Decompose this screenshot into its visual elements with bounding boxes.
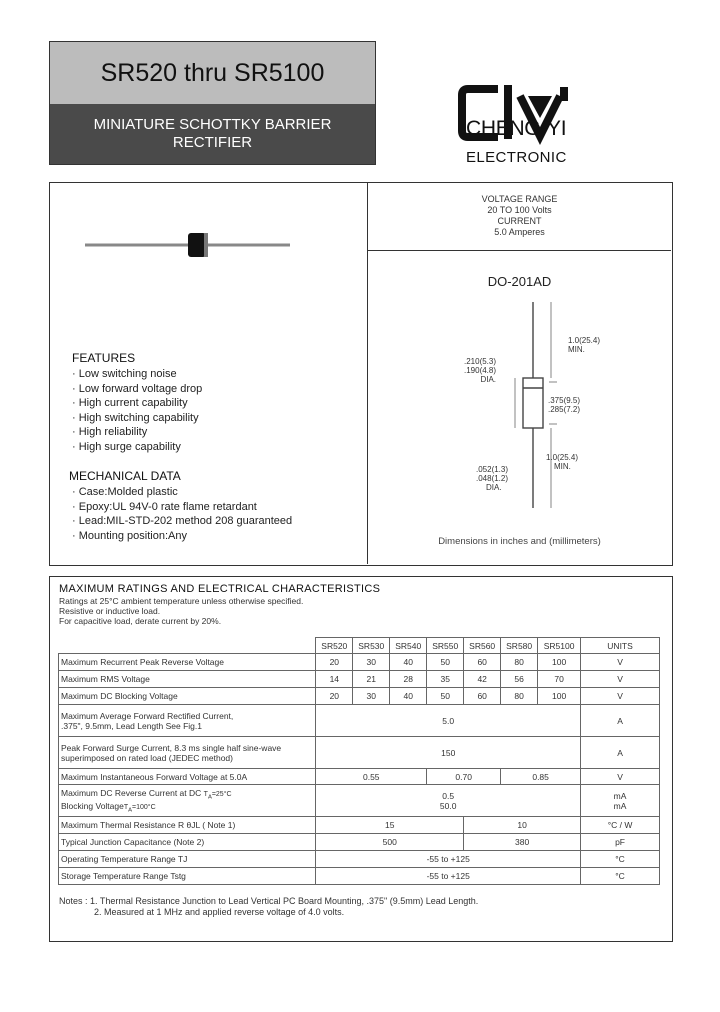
mechanical-item: · Mounting position:Any [72,529,292,544]
row-desc: Typical Junction Capacitance (Note 2) [59,834,316,851]
cell-unit: V [581,769,660,785]
mechanical-item: · Lead:MIL-STD-202 method 208 guaranteed [72,514,292,529]
cell-value: 60 [464,654,501,671]
table-header-row [59,638,660,654]
cell-unit: A [581,737,660,769]
logo-subtitle: ELECTRONIC [466,149,567,166]
dim-body-diameter [464,357,496,384]
table-corner [59,638,316,654]
voltage-current-range [368,194,671,238]
dim-lead-dia-1: .052(1.3) [476,465,509,474]
voltage-range-value: 20 TO 100 Volts [487,205,552,215]
table-row [59,737,660,769]
row-desc: Storage Temperature Range Tstg [59,868,316,885]
cell-value: 80 [501,688,538,705]
table-row [59,868,660,885]
cell-value: 10 [464,817,581,834]
cell-value: 14 [316,671,353,688]
cell-value: 50 [427,654,464,671]
column-header: UNITS [581,638,660,654]
cell-value: 380 [464,834,581,851]
mechanical-heading: MECHANICAL DATA [69,469,181,483]
dim-lead-top-1: 1.0(25.4) [568,336,601,345]
dim-lead-diameter [476,465,508,492]
cell-value: 20 [316,688,353,705]
table-row [59,654,660,671]
cell-value-line: 0.5 [442,790,455,801]
temp-symbol: T [123,803,129,811]
temp-subscript: A [207,794,212,801]
cell-unit: V [581,671,660,688]
dim-lead-length-top [568,336,600,354]
current-label: CURRENT [497,216,542,226]
feature-item: · Low switching noise [72,367,202,382]
feature-item: · High reliability [72,425,202,440]
cell-value: 42 [464,671,501,688]
note-line-2: 2. Measured at 1 MHz and applied reverse voltage of 4.0 volts. [94,907,345,917]
vertical-divider [367,183,368,564]
cell-value: 500 [316,834,464,851]
column-header: SR530 [353,638,390,654]
cell-value: 0.55 [316,769,427,785]
cell-unit: °C [581,868,660,885]
cell-value: 0.85 [501,769,581,785]
cell-unit: °C [581,851,660,868]
table-row [59,851,660,868]
ratings-note-2: Resistive or inductive load. [59,606,161,616]
cell-unit: A [581,705,660,737]
cell-unit: pF [581,834,660,851]
logo-name: CHENG-YI [466,117,567,140]
feature-item: · High surge capability [72,440,202,455]
dim-lead-dia-2: .048(1.2) [476,474,509,483]
feature-item: · Low forward voltage drop [72,382,202,397]
row-desc [59,785,316,817]
row-desc-line: .375", 9.5mm, Lead Length See Fig.1 [61,720,202,731]
cell-value: 40 [390,688,427,705]
cell-value: 35 [427,671,464,688]
temp-condition [203,791,232,801]
cell-unit: V [581,654,660,671]
row-desc-line: Peak Forward Surge Current, 8.3 ms single half sine-wave [61,742,282,753]
dim-lead-bot-2: MIN. [554,462,571,471]
cell-unit [581,785,660,817]
cell-unit: V [581,688,660,705]
feature-item: · High current capability [72,396,202,411]
title-box [49,41,376,165]
part-subtitle [50,104,375,164]
subtitle-line-2: RECTIFIER [172,134,253,151]
row-desc [59,705,316,737]
dim-lead-length-bottom [546,453,578,471]
ratings-note-3: For capacitive load, derate current by 20%. [59,616,222,626]
column-header: SR5100 [538,638,581,654]
features-heading: FEATURES [72,351,136,365]
dim-body-dia-3: DIA. [480,375,497,384]
mechanical-item: · Epoxy:UL 94V-0 rate flame retardant [72,500,292,515]
column-header: SR520 [316,638,353,654]
part-title: SR520 thru SR5100 [50,42,375,104]
feature-item: · High switching capability [72,411,202,426]
row-desc: Maximum Recurrent Peak Reverse Voltage [59,654,316,671]
cell-value: 0.70 [427,769,501,785]
dimensions-note: Dimensions in inches and (millimeters) [438,536,601,547]
cell-value: 50 [427,688,464,705]
cell-value: 20 [316,654,353,671]
features-list [72,367,202,455]
temp-subscript: A [128,806,133,813]
dim-lead-top-2: MIN. [568,345,585,354]
column-header: SR540 [390,638,427,654]
row-desc-line [61,788,313,800]
dim-body-dia-1: .210(5.3) [464,357,497,366]
current-value: 5.0 Amperes [494,227,545,237]
row-desc: Maximum RMS Voltage [59,671,316,688]
column-header: SR560 [464,638,501,654]
dim-body-len-2: .285(7.2) [548,405,581,414]
row-desc-text: Maximum DC Reverse Current at DC [61,788,202,799]
cell-value: 60 [464,688,501,705]
cell-value [316,785,581,817]
row-desc: Operating Temperature Range TJ [59,851,316,868]
dim-lead-bot-1: 1.0(25.4) [546,453,579,462]
cell-unit-line: mA [613,800,627,811]
table-row [59,785,660,817]
cell-value-line: 50.0 [439,800,457,811]
dim-body-length [548,396,580,414]
row-desc-text: Blocking Voltage [61,800,124,811]
cell-value: 56 [501,671,538,688]
table-row [59,834,660,851]
diode-icon [80,228,295,262]
row-desc: Maximum DC Blocking Voltage [59,688,316,705]
dim-body-dia-2: .190(4.8) [464,366,497,375]
table-row [59,769,660,785]
column-header: SR550 [427,638,464,654]
cell-value: 100 [538,654,581,671]
cell-value: 80 [501,654,538,671]
cell-value: -55 to +125 [316,851,581,868]
row-desc [59,737,316,769]
cell-value: 15 [316,817,464,834]
table-row [59,671,660,688]
row-desc: Maximum Instantaneous Forward Voltage at 5.0A [59,769,316,785]
row-desc: Maximum Thermal Resistance R θJL ( Note 1) [59,817,316,834]
table-notes [59,896,478,918]
temp-value: =100°C [132,803,156,811]
table-row [59,688,660,705]
temp-symbol: T [203,791,208,799]
cell-value: -55 to +125 [316,868,581,885]
package-label: DO-201AD [487,274,552,289]
horizontal-divider [368,250,671,251]
cell-value: 150 [316,737,581,769]
ratings-title: MAXIMUM RATINGS AND ELECTRICAL CHARACTERISTICS [59,583,381,595]
column-header: SR580 [501,638,538,654]
temp-condition [124,804,156,811]
row-desc-line: Maximum Average Forward Rectified Current, [61,710,234,721]
cell-value: 70 [538,671,581,688]
note-line-1: Notes : 1. Thermal Resistance Junction to Lead Vertical PC Board Mounting, .375" (9.5mm) Lead Length. [59,896,479,906]
ratings-table [58,637,660,885]
dim-body-len-1: .375(9.5) [548,396,581,405]
mechanical-item: · Case:Molded plastic [72,485,292,500]
temp-value: =25°C [211,791,232,799]
row-desc-line [61,801,313,813]
ratings-note-1: Ratings at 25°C ambient temperature unless otherwise specified. [59,596,304,606]
cell-unit: °C / W [581,817,660,834]
cell-value: 21 [353,671,390,688]
cell-value: 30 [353,654,390,671]
cell-value: 30 [353,688,390,705]
voltage-range-label: VOLTAGE RANGE [481,194,558,204]
table-row [59,705,660,737]
cell-value: 100 [538,688,581,705]
cell-value: 28 [390,671,427,688]
dim-lead-dia-3: DIA. [486,483,502,492]
cell-unit-line: mA [613,790,627,801]
cell-value: 40 [390,654,427,671]
row-desc-line: superimposed on rated load (JEDEC method) [61,752,233,763]
table-row [59,817,660,834]
cell-value: 5.0 [316,705,581,737]
mechanical-list [72,485,292,543]
subtitle-line-1: MINIATURE SCHOTTKY BARRIER [93,116,332,133]
